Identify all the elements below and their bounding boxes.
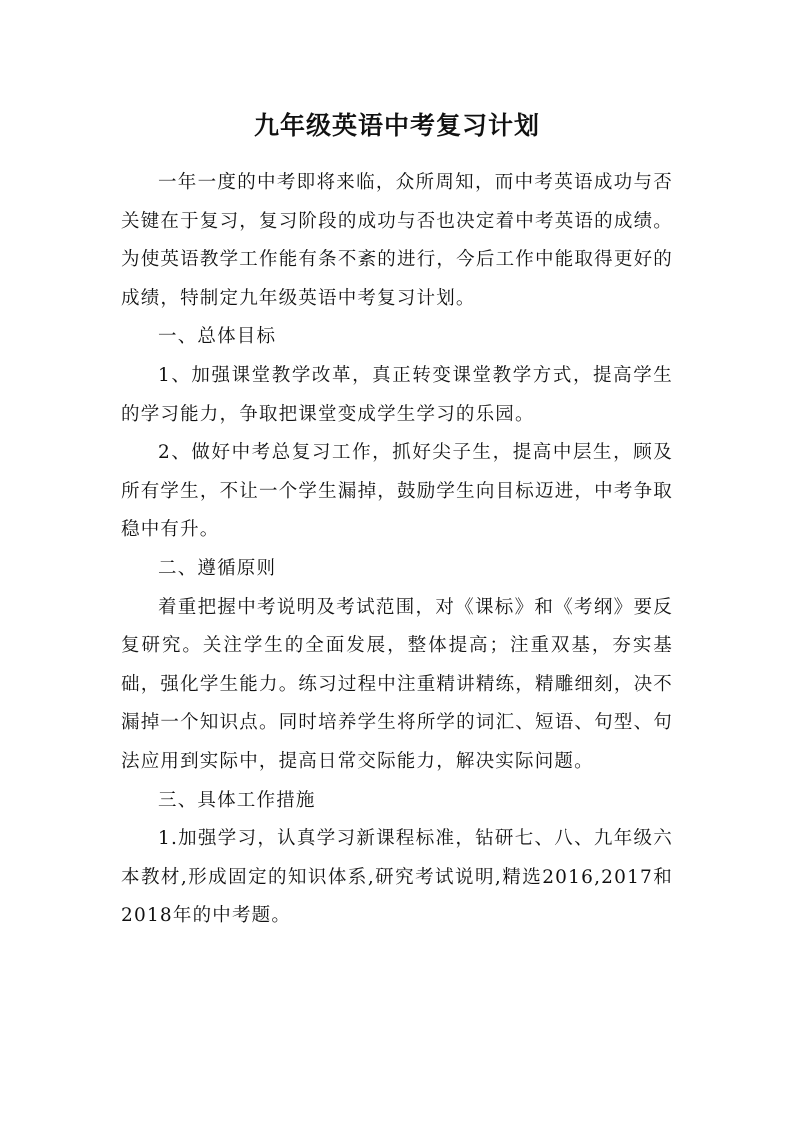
intro-paragraph: 一年一度的中考即将来临，众所周知，而中考英语成功与否关键在于复习，复习阶段的成功与否也决定着中考英语的成绩。为使英语教学工作能有条不紊的进行，今后工作中能取得更好的成绩，特制定九年级英语中考复习计划。 [121,172,673,309]
section-heading-measures: 三、具体工作措施 [158,789,316,811]
section-heading-principles: 二、遵循原则 [158,557,277,579]
document-title: 九年级英语中考复习计划 [253,111,540,140]
document-body [121,164,673,936]
principles-paragraph: 着重把握中考说明及考试范围，对《课标》和《考纲》要反复研究。关注学生的全面发展，整体提高；注重双基，夯实基础，强化学生能力。练习过程中注重精讲精练，精雕细刻，决不漏掉一个知识点。同时培养学生将所学的词汇、短语、句型、句法应用到实际中，提高日常交际能力，解决实际问题。 [121,596,673,772]
goal-item-2: 2、做好中考总复习工作，抓好尖子生，提高中层生，顾及所有学生，不让一个学生漏掉，鼓励学生向目标迈进，中考争取稳中有升。 [121,442,673,541]
measure-item-1: 1.加强学习，认真学习新课程标准，钻研七、八、九年级六本教材,形成固定的知识体系,研究考试说明,精选2016,2017和2018年的中考题。 [121,828,673,927]
goal-item-1: 1、加强课堂教学改革，真正转变课堂教学方式，提高学生的学习能力，争取把课堂变成学生学习的乐园。 [121,364,673,425]
section-heading-overall-goals: 一、总体目标 [158,326,277,348]
